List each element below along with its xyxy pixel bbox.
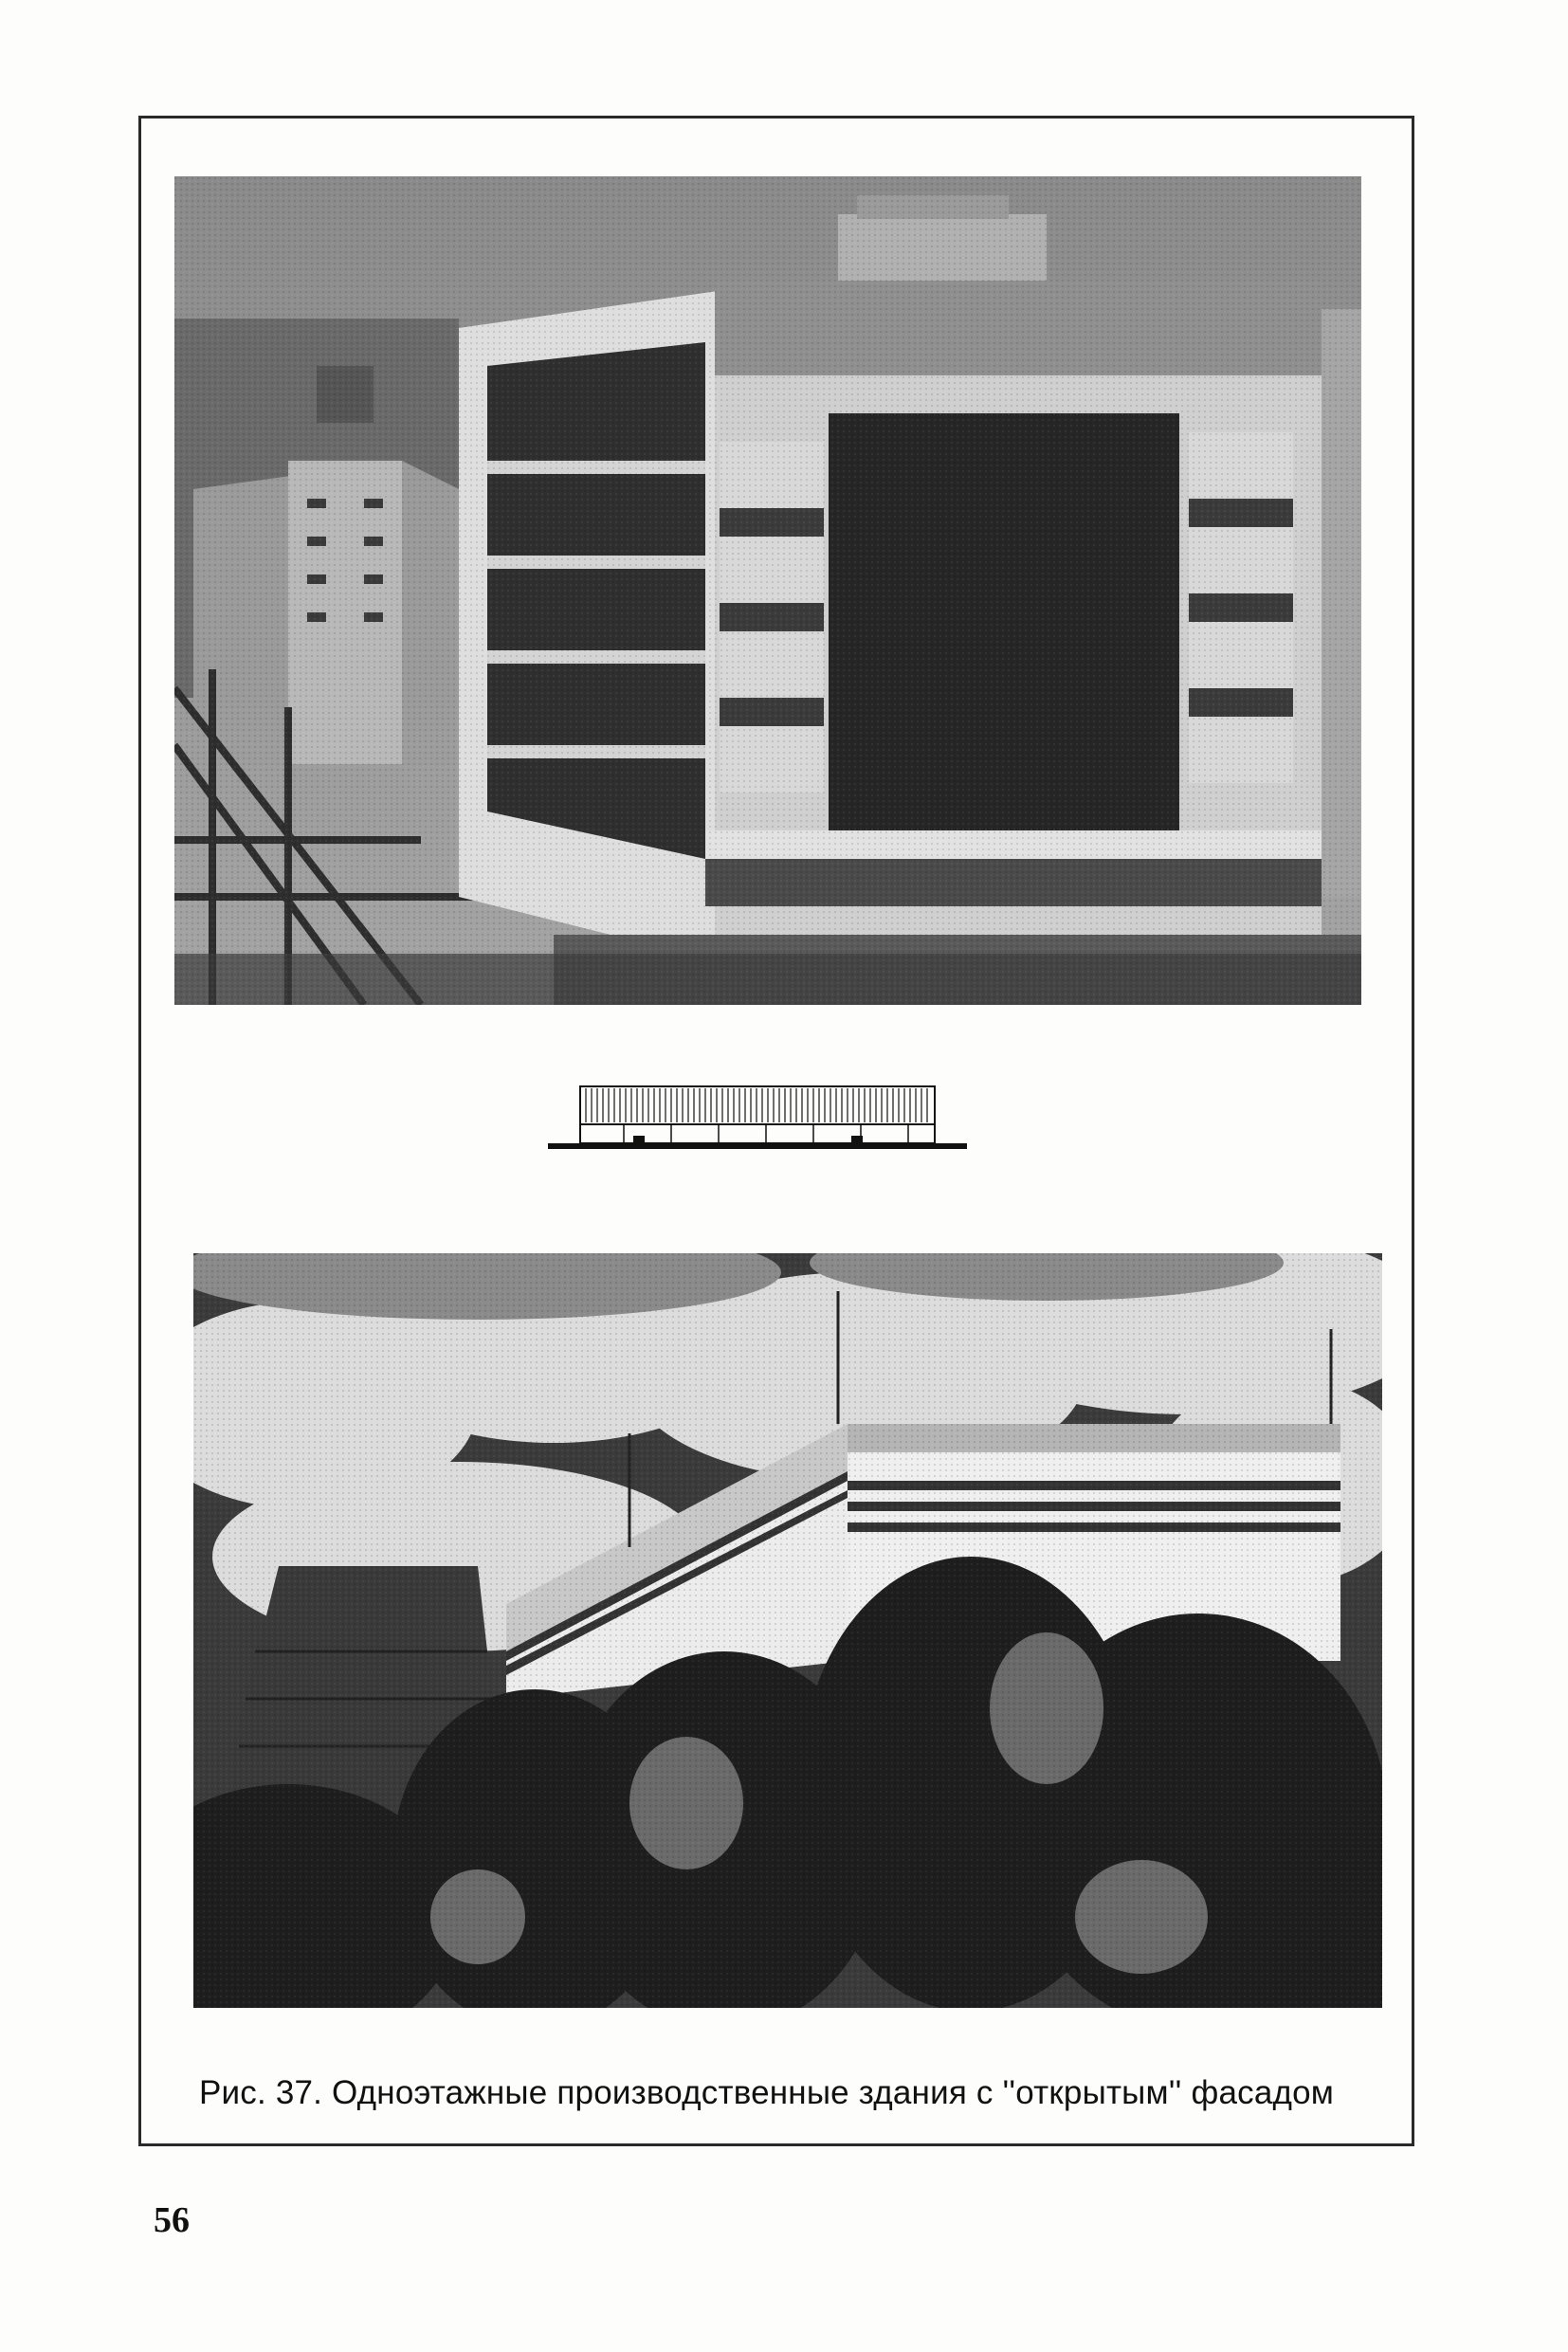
figure-caption: Рис. 37. Одноэтажные производственные здания с ''открытым'' фасадом <box>199 2074 1335 2111</box>
top-photograph <box>174 176 1361 1005</box>
page-number: 56 <box>154 2200 190 2240</box>
bottom-photograph <box>193 1253 1382 2008</box>
elevation-drawing <box>548 1079 967 1158</box>
